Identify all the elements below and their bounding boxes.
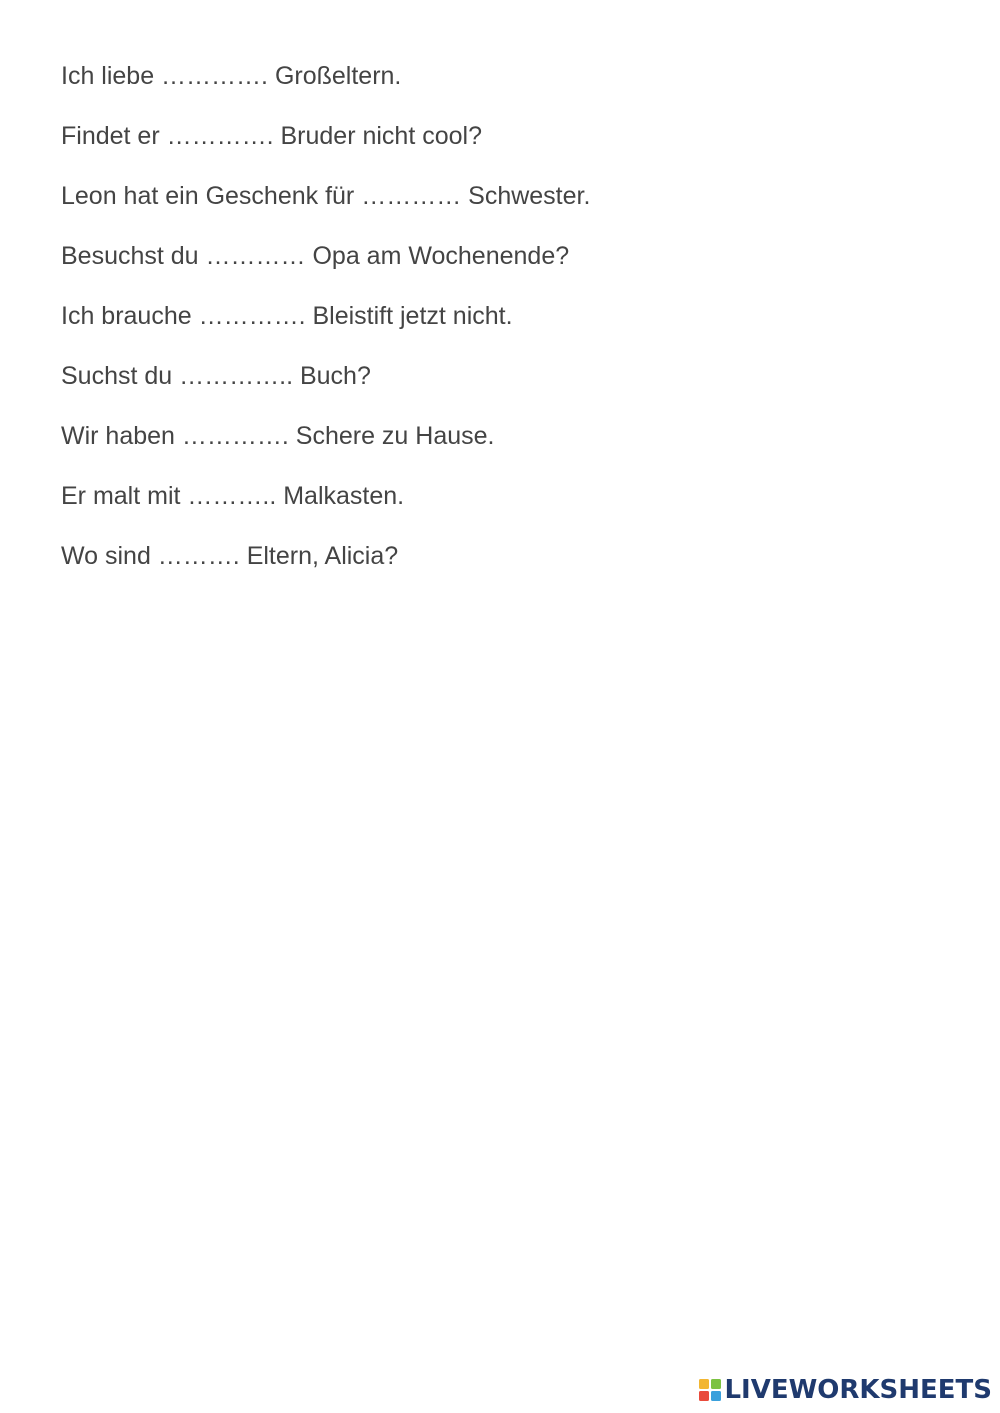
sentence-6: Suchst du ………….. Buch? [61, 362, 371, 390]
sentence-8: Er malt mit ……….. Malkasten. [61, 482, 405, 510]
sentence-7: Wir haben …………. Schere zu Hause. [61, 422, 495, 450]
worksheet-sentences [61, 58, 961, 598]
sentence-9: Wo sind ………. Eltern, Alicia? [61, 542, 399, 570]
sentence-5: Ich brauche …………. Bleistift jetzt nicht. [61, 302, 513, 330]
liveworksheets-logo [699, 1375, 992, 1405]
logo-text: LIVEWORKSHEETS [724, 1375, 992, 1405]
sentence-3: Leon hat ein Geschenk für ………… Schwester. [61, 182, 591, 210]
liveworksheets-logo-icon [699, 1379, 721, 1401]
sentence-2: Findet er …………. Bruder nicht cool? [61, 122, 482, 150]
sentence-4: Besuchst du ………… Opa am Wochenende? [61, 242, 570, 270]
sentence-1: Ich liebe …………. Großeltern. [61, 62, 402, 90]
